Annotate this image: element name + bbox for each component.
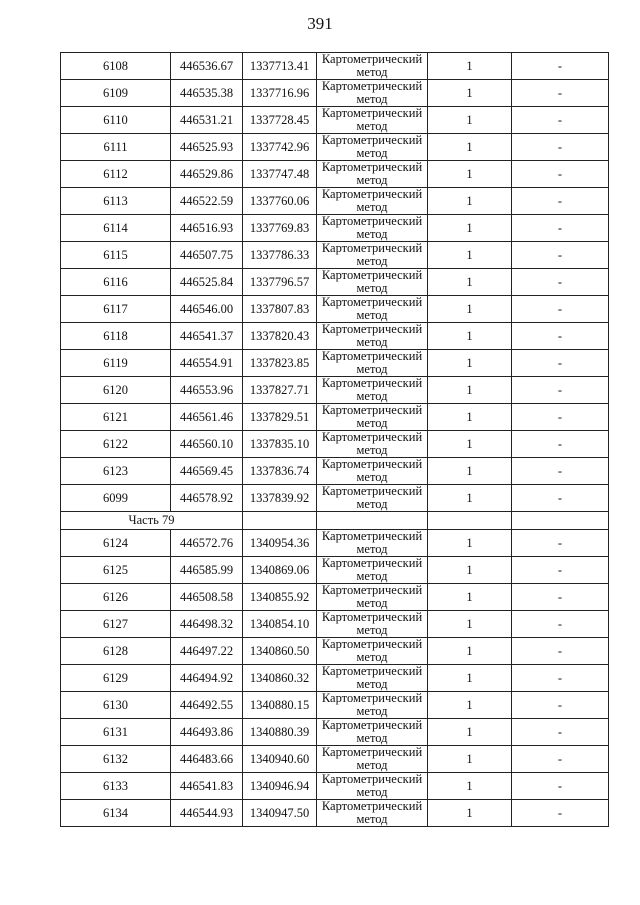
y-coordinate-cell: 1337713.41 <box>243 53 317 80</box>
accuracy-cell: 1 <box>428 161 512 188</box>
description-cell: - <box>512 134 609 161</box>
table-row <box>61 719 609 746</box>
x-coordinate-cell: 446498.32 <box>171 611 243 638</box>
description-cell: - <box>512 161 609 188</box>
accuracy-cell: 1 <box>428 53 512 80</box>
x-coordinate-cell: 446508.58 <box>171 584 243 611</box>
table-row <box>61 458 609 485</box>
method-cell: Картометрический метод <box>317 665 428 692</box>
x-coordinate-cell: 446507.75 <box>171 242 243 269</box>
point-number-cell: 6122 <box>61 431 171 458</box>
method-cell: Картометрический метод <box>317 215 428 242</box>
x-coordinate-cell: 446535.38 <box>171 80 243 107</box>
point-number-cell: 6128 <box>61 638 171 665</box>
method-cell: Картометрический метод <box>317 269 428 296</box>
y-coordinate-cell: 1340954.36 <box>243 530 317 557</box>
x-coordinate-cell: 446554.91 <box>171 350 243 377</box>
description-cell: - <box>512 665 609 692</box>
y-coordinate-cell: 1337836.74 <box>243 458 317 485</box>
accuracy-cell: 1 <box>428 584 512 611</box>
y-coordinate-cell: 1337807.83 <box>243 296 317 323</box>
point-number-cell: 6118 <box>61 323 171 350</box>
method-cell: Картометрический метод <box>317 107 428 134</box>
method-cell: Картометрический метод <box>317 161 428 188</box>
point-number-cell: 6117 <box>61 296 171 323</box>
description-cell: - <box>512 80 609 107</box>
section-header-row <box>61 512 609 530</box>
y-coordinate-cell: 1337716.96 <box>243 80 317 107</box>
method-cell: Картометрический метод <box>317 188 428 215</box>
accuracy-cell: 1 <box>428 431 512 458</box>
point-number-cell: 6132 <box>61 746 171 773</box>
table-row <box>61 350 609 377</box>
accuracy-cell: 1 <box>428 269 512 296</box>
accuracy-cell: 1 <box>428 800 512 827</box>
y-coordinate-cell: 1340940.60 <box>243 746 317 773</box>
table-row <box>61 557 609 584</box>
empty-cell <box>243 512 317 530</box>
x-coordinate-cell: 446493.86 <box>171 719 243 746</box>
accuracy-cell: 1 <box>428 377 512 404</box>
x-coordinate-cell: 446546.00 <box>171 296 243 323</box>
method-cell: Картометрический метод <box>317 719 428 746</box>
x-coordinate-cell: 446541.37 <box>171 323 243 350</box>
y-coordinate-cell: 1337820.43 <box>243 323 317 350</box>
description-cell: - <box>512 692 609 719</box>
y-coordinate-cell: 1337786.33 <box>243 242 317 269</box>
point-number-cell: 6130 <box>61 692 171 719</box>
method-cell: Картометрический метод <box>317 404 428 431</box>
method-cell: Картометрический метод <box>317 242 428 269</box>
accuracy-cell: 1 <box>428 692 512 719</box>
description-cell: - <box>512 584 609 611</box>
y-coordinate-cell: 1337747.48 <box>243 161 317 188</box>
accuracy-cell: 1 <box>428 458 512 485</box>
method-cell: Картометрический метод <box>317 638 428 665</box>
method-cell: Картометрический метод <box>317 800 428 827</box>
point-number-cell: 6114 <box>61 215 171 242</box>
method-cell: Картометрический метод <box>317 323 428 350</box>
table-row <box>61 188 609 215</box>
point-number-cell: 6113 <box>61 188 171 215</box>
x-coordinate-cell: 446560.10 <box>171 431 243 458</box>
x-coordinate-cell: 446544.93 <box>171 800 243 827</box>
description-cell: - <box>512 377 609 404</box>
method-cell: Картометрический метод <box>317 530 428 557</box>
description-cell: - <box>512 215 609 242</box>
y-coordinate-cell: 1340947.50 <box>243 800 317 827</box>
table-row <box>61 530 609 557</box>
empty-cell <box>317 512 428 530</box>
point-number-cell: 6119 <box>61 350 171 377</box>
accuracy-cell: 1 <box>428 719 512 746</box>
x-coordinate-cell: 446541.83 <box>171 773 243 800</box>
point-number-cell: 6110 <box>61 107 171 134</box>
table-row <box>61 269 609 296</box>
point-number-cell: 6111 <box>61 134 171 161</box>
method-cell: Картометрический метод <box>317 377 428 404</box>
description-cell: - <box>512 242 609 269</box>
point-number-cell: 6108 <box>61 53 171 80</box>
accuracy-cell: 1 <box>428 665 512 692</box>
point-number-cell: 6115 <box>61 242 171 269</box>
table-row <box>61 638 609 665</box>
method-cell: Картометрический метод <box>317 584 428 611</box>
description-cell: - <box>512 188 609 215</box>
accuracy-cell: 1 <box>428 296 512 323</box>
accuracy-cell: 1 <box>428 188 512 215</box>
table-row <box>61 404 609 431</box>
point-number-cell: 6099 <box>61 485 171 512</box>
accuracy-cell: 1 <box>428 773 512 800</box>
table-row <box>61 242 609 269</box>
accuracy-cell: 1 <box>428 215 512 242</box>
x-coordinate-cell: 446585.99 <box>171 557 243 584</box>
table-row <box>61 692 609 719</box>
description-cell: - <box>512 746 609 773</box>
method-cell: Картометрический метод <box>317 557 428 584</box>
y-coordinate-cell: 1340869.06 <box>243 557 317 584</box>
point-number-cell: 6133 <box>61 773 171 800</box>
method-cell: Картометрический метод <box>317 611 428 638</box>
table-row <box>61 665 609 692</box>
point-number-cell: 6116 <box>61 269 171 296</box>
y-coordinate-cell: 1337829.51 <box>243 404 317 431</box>
point-number-cell: 6131 <box>61 719 171 746</box>
method-cell: Картометрический метод <box>317 773 428 800</box>
x-coordinate-cell: 446572.76 <box>171 530 243 557</box>
point-number-cell: 6121 <box>61 404 171 431</box>
y-coordinate-cell: 1340854.10 <box>243 611 317 638</box>
table-row <box>61 377 609 404</box>
point-number-cell: 6134 <box>61 800 171 827</box>
method-cell: Картометрический метод <box>317 458 428 485</box>
accuracy-cell: 1 <box>428 485 512 512</box>
x-coordinate-cell: 446569.45 <box>171 458 243 485</box>
point-number-cell: 6127 <box>61 611 171 638</box>
point-number-cell: 6112 <box>61 161 171 188</box>
table-row <box>61 107 609 134</box>
table-body <box>61 53 609 827</box>
point-number-cell: 6123 <box>61 458 171 485</box>
accuracy-cell: 1 <box>428 350 512 377</box>
description-cell: - <box>512 530 609 557</box>
table-row <box>61 485 609 512</box>
table-row <box>61 161 609 188</box>
description-cell: - <box>512 719 609 746</box>
description-cell: - <box>512 557 609 584</box>
point-number-cell: 6120 <box>61 377 171 404</box>
table-row <box>61 215 609 242</box>
section-title: Часть 79 <box>61 512 243 530</box>
description-cell: - <box>512 53 609 80</box>
description-cell: - <box>512 485 609 512</box>
point-number-cell: 6124 <box>61 530 171 557</box>
table-row <box>61 773 609 800</box>
table-row <box>61 584 609 611</box>
accuracy-cell: 1 <box>428 638 512 665</box>
x-coordinate-cell: 446561.46 <box>171 404 243 431</box>
x-coordinate-cell: 446497.22 <box>171 638 243 665</box>
y-coordinate-cell: 1337796.57 <box>243 269 317 296</box>
empty-cell <box>428 512 512 530</box>
table-row <box>61 134 609 161</box>
y-coordinate-cell: 1340855.92 <box>243 584 317 611</box>
description-cell: - <box>512 404 609 431</box>
accuracy-cell: 1 <box>428 107 512 134</box>
method-cell: Картометрический метод <box>317 80 428 107</box>
point-number-cell: 6109 <box>61 80 171 107</box>
point-number-cell: 6125 <box>61 557 171 584</box>
method-cell: Картометрический метод <box>317 431 428 458</box>
y-coordinate-cell: 1337823.85 <box>243 350 317 377</box>
x-coordinate-cell: 446536.67 <box>171 53 243 80</box>
y-coordinate-cell: 1337835.10 <box>243 431 317 458</box>
description-cell: - <box>512 611 609 638</box>
table-row <box>61 296 609 323</box>
y-coordinate-cell: 1337769.83 <box>243 215 317 242</box>
x-coordinate-cell: 446578.92 <box>171 485 243 512</box>
y-coordinate-cell: 1337760.06 <box>243 188 317 215</box>
description-cell: - <box>512 800 609 827</box>
method-cell: Картометрический метод <box>317 296 428 323</box>
accuracy-cell: 1 <box>428 80 512 107</box>
y-coordinate-cell: 1337728.45 <box>243 107 317 134</box>
point-number-cell: 6126 <box>61 584 171 611</box>
accuracy-cell: 1 <box>428 530 512 557</box>
accuracy-cell: 1 <box>428 404 512 431</box>
method-cell: Картометрический метод <box>317 350 428 377</box>
description-cell: - <box>512 107 609 134</box>
description-cell: - <box>512 431 609 458</box>
table-row <box>61 800 609 827</box>
y-coordinate-cell: 1340860.32 <box>243 665 317 692</box>
table-row <box>61 611 609 638</box>
y-coordinate-cell: 1337839.92 <box>243 485 317 512</box>
coordinates-table <box>60 52 609 827</box>
page-number: 391 <box>307 14 333 33</box>
x-coordinate-cell: 446525.93 <box>171 134 243 161</box>
description-cell: - <box>512 773 609 800</box>
description-cell: - <box>512 638 609 665</box>
x-coordinate-cell: 446531.21 <box>171 107 243 134</box>
x-coordinate-cell: 446483.66 <box>171 746 243 773</box>
x-coordinate-cell: 446516.93 <box>171 215 243 242</box>
accuracy-cell: 1 <box>428 323 512 350</box>
x-coordinate-cell: 446492.55 <box>171 692 243 719</box>
accuracy-cell: 1 <box>428 611 512 638</box>
y-coordinate-cell: 1340880.39 <box>243 719 317 746</box>
accuracy-cell: 1 <box>428 242 512 269</box>
table-row <box>61 53 609 80</box>
method-cell: Картометрический метод <box>317 53 428 80</box>
table-row <box>61 431 609 458</box>
description-cell: - <box>512 458 609 485</box>
x-coordinate-cell: 446494.92 <box>171 665 243 692</box>
method-cell: Картометрический метод <box>317 692 428 719</box>
y-coordinate-cell: 1337827.71 <box>243 377 317 404</box>
x-coordinate-cell: 446525.84 <box>171 269 243 296</box>
method-cell: Картометрический метод <box>317 134 428 161</box>
empty-cell <box>512 512 609 530</box>
x-coordinate-cell: 446522.59 <box>171 188 243 215</box>
x-coordinate-cell: 446529.86 <box>171 161 243 188</box>
accuracy-cell: 1 <box>428 557 512 584</box>
method-cell: Картометрический метод <box>317 746 428 773</box>
y-coordinate-cell: 1340880.15 <box>243 692 317 719</box>
description-cell: - <box>512 350 609 377</box>
accuracy-cell: 1 <box>428 746 512 773</box>
table-row <box>61 80 609 107</box>
description-cell: - <box>512 269 609 296</box>
y-coordinate-cell: 1340860.50 <box>243 638 317 665</box>
description-cell: - <box>512 296 609 323</box>
method-cell: Картометрический метод <box>317 485 428 512</box>
description-cell: - <box>512 323 609 350</box>
point-number-cell: 6129 <box>61 665 171 692</box>
table-row <box>61 323 609 350</box>
y-coordinate-cell: 1340946.94 <box>243 773 317 800</box>
y-coordinate-cell: 1337742.96 <box>243 134 317 161</box>
accuracy-cell: 1 <box>428 134 512 161</box>
table-row <box>61 746 609 773</box>
x-coordinate-cell: 446553.96 <box>171 377 243 404</box>
